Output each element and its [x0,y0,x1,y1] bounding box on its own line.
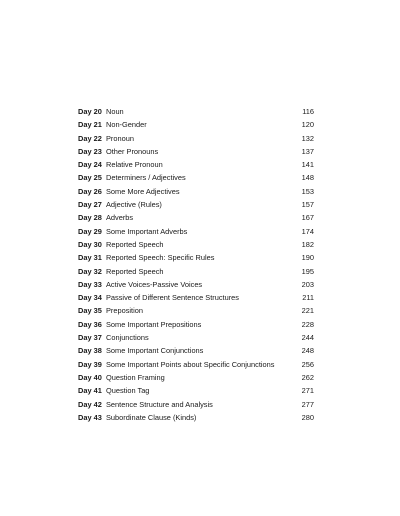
toc-page-number: 211 [302,293,314,303]
toc-row[interactable] [78,358,314,371]
toc-title: Some Important Prepositions [106,319,202,329]
toc-title: Non-Gender [106,120,147,130]
toc-title: Question Tag [106,386,150,396]
toc-row[interactable] [78,238,314,251]
toc-row[interactable] [78,145,314,158]
toc-page-number: 256 [301,359,314,369]
toc-title: Some Important Adverbs [106,226,188,236]
toc-row[interactable] [78,185,314,198]
toc-title: Adverbs [106,213,134,223]
toc-row[interactable] [78,118,314,131]
toc-page-number: 195 [301,266,314,276]
toc-title: Relative Pronoun [106,160,163,170]
toc-title: Reported Speech [106,266,164,276]
toc-page-number: 190 [301,253,314,263]
toc-day: Day 40 [78,372,102,382]
toc-page-number: 137 [301,146,314,156]
toc-day: Day 20 [78,107,102,116]
toc-page-number: 141 [301,160,314,170]
toc-page-number: 120 [301,120,314,130]
toc-page-number: 228 [301,319,314,329]
toc-day: Day 31 [78,253,102,263]
toc-day: Day 30 [78,239,102,249]
toc-day: Day 34 [78,293,102,303]
toc-row[interactable] [78,278,314,291]
toc-day: Day 43 [78,412,102,422]
toc-title: Noun [106,107,124,116]
toc-day: Day 39 [78,359,102,369]
toc-row[interactable] [78,198,314,211]
toc-title: Passive of Different Sentence Structures [106,293,239,303]
toc-day: Day 36 [78,319,102,329]
toc-row[interactable] [78,105,314,118]
toc-title: Preposition [106,306,143,316]
toc-page-number: 244 [301,333,314,343]
toc-page-number: 157 [301,200,314,210]
toc-day: Day 37 [78,333,102,343]
toc-day: Day 33 [78,279,102,289]
toc-title: Adjective (Rules) [106,200,162,210]
toc-title: Other Pronouns [106,146,159,156]
toc-title: Reported Speech: Specific Rules [106,253,215,263]
toc-page-number: 271 [301,386,314,396]
toc-title: Some More Adjectives [106,186,180,196]
toc-day: Day 25 [78,173,102,183]
toc-day: Day 38 [78,346,102,356]
toc-row[interactable] [78,225,314,238]
toc-page-number: 248 [301,346,314,356]
toc-title: Reported Speech [106,239,164,249]
toc-title: Some Important Points about Specific Conjunctions [106,359,275,369]
toc-page-number: 148 [301,173,314,183]
toc-title: Sentence Structure and Analysis [106,399,213,409]
toc-day: Day 32 [78,266,102,276]
toc-title: Pronoun [106,133,134,143]
toc-row[interactable] [78,158,314,171]
toc-title: Some Important Conjunctions [106,346,204,356]
toc-day: Day 35 [78,306,102,316]
toc-title: Conjunctions [106,333,149,343]
toc-row[interactable] [78,211,314,224]
toc-day: Day 24 [78,160,102,170]
toc-page-number: 153 [301,186,314,196]
toc-title: Determiners / Adjectives [106,173,186,183]
toc-row[interactable] [78,384,314,397]
toc-page-number: 174 [301,226,314,236]
toc-row[interactable] [78,398,314,411]
toc-day: Day 28 [78,213,102,223]
toc-row[interactable] [78,251,314,264]
toc-row[interactable] [78,265,314,278]
toc-row[interactable] [78,132,314,145]
table-of-contents [78,105,314,424]
toc-page-number: 116 [302,107,314,116]
toc-row[interactable] [78,411,314,424]
toc-row[interactable] [78,291,314,304]
toc-day: Day 23 [78,146,102,156]
toc-page-number: 203 [301,279,314,289]
toc-page-number: 262 [301,372,314,382]
toc-day: Day 27 [78,200,102,210]
toc-day: Day 22 [78,133,102,143]
toc-page-number: 277 [301,399,314,409]
toc-row[interactable] [78,371,314,384]
toc-row[interactable] [78,171,314,184]
toc-row[interactable] [78,344,314,357]
toc-page-number: 182 [301,239,314,249]
toc-day: Day 26 [78,186,102,196]
toc-title: Subordinate Clause (Kinds) [106,412,197,422]
toc-day: Day 21 [78,120,102,130]
toc-row[interactable] [78,304,314,317]
toc-day: Day 42 [78,399,102,409]
toc-row[interactable] [78,318,314,331]
toc-day: Day 29 [78,226,102,236]
toc-title: Question Framing [106,372,165,382]
toc-page-number: 221 [301,306,314,316]
toc-page-number: 132 [301,133,314,143]
toc-row[interactable] [78,331,314,344]
toc-day: Day 41 [78,386,102,396]
toc-title: Active Voices-Passive Voices [106,279,203,289]
toc-page-number: 280 [301,412,314,422]
toc-page-number: 167 [301,213,314,223]
